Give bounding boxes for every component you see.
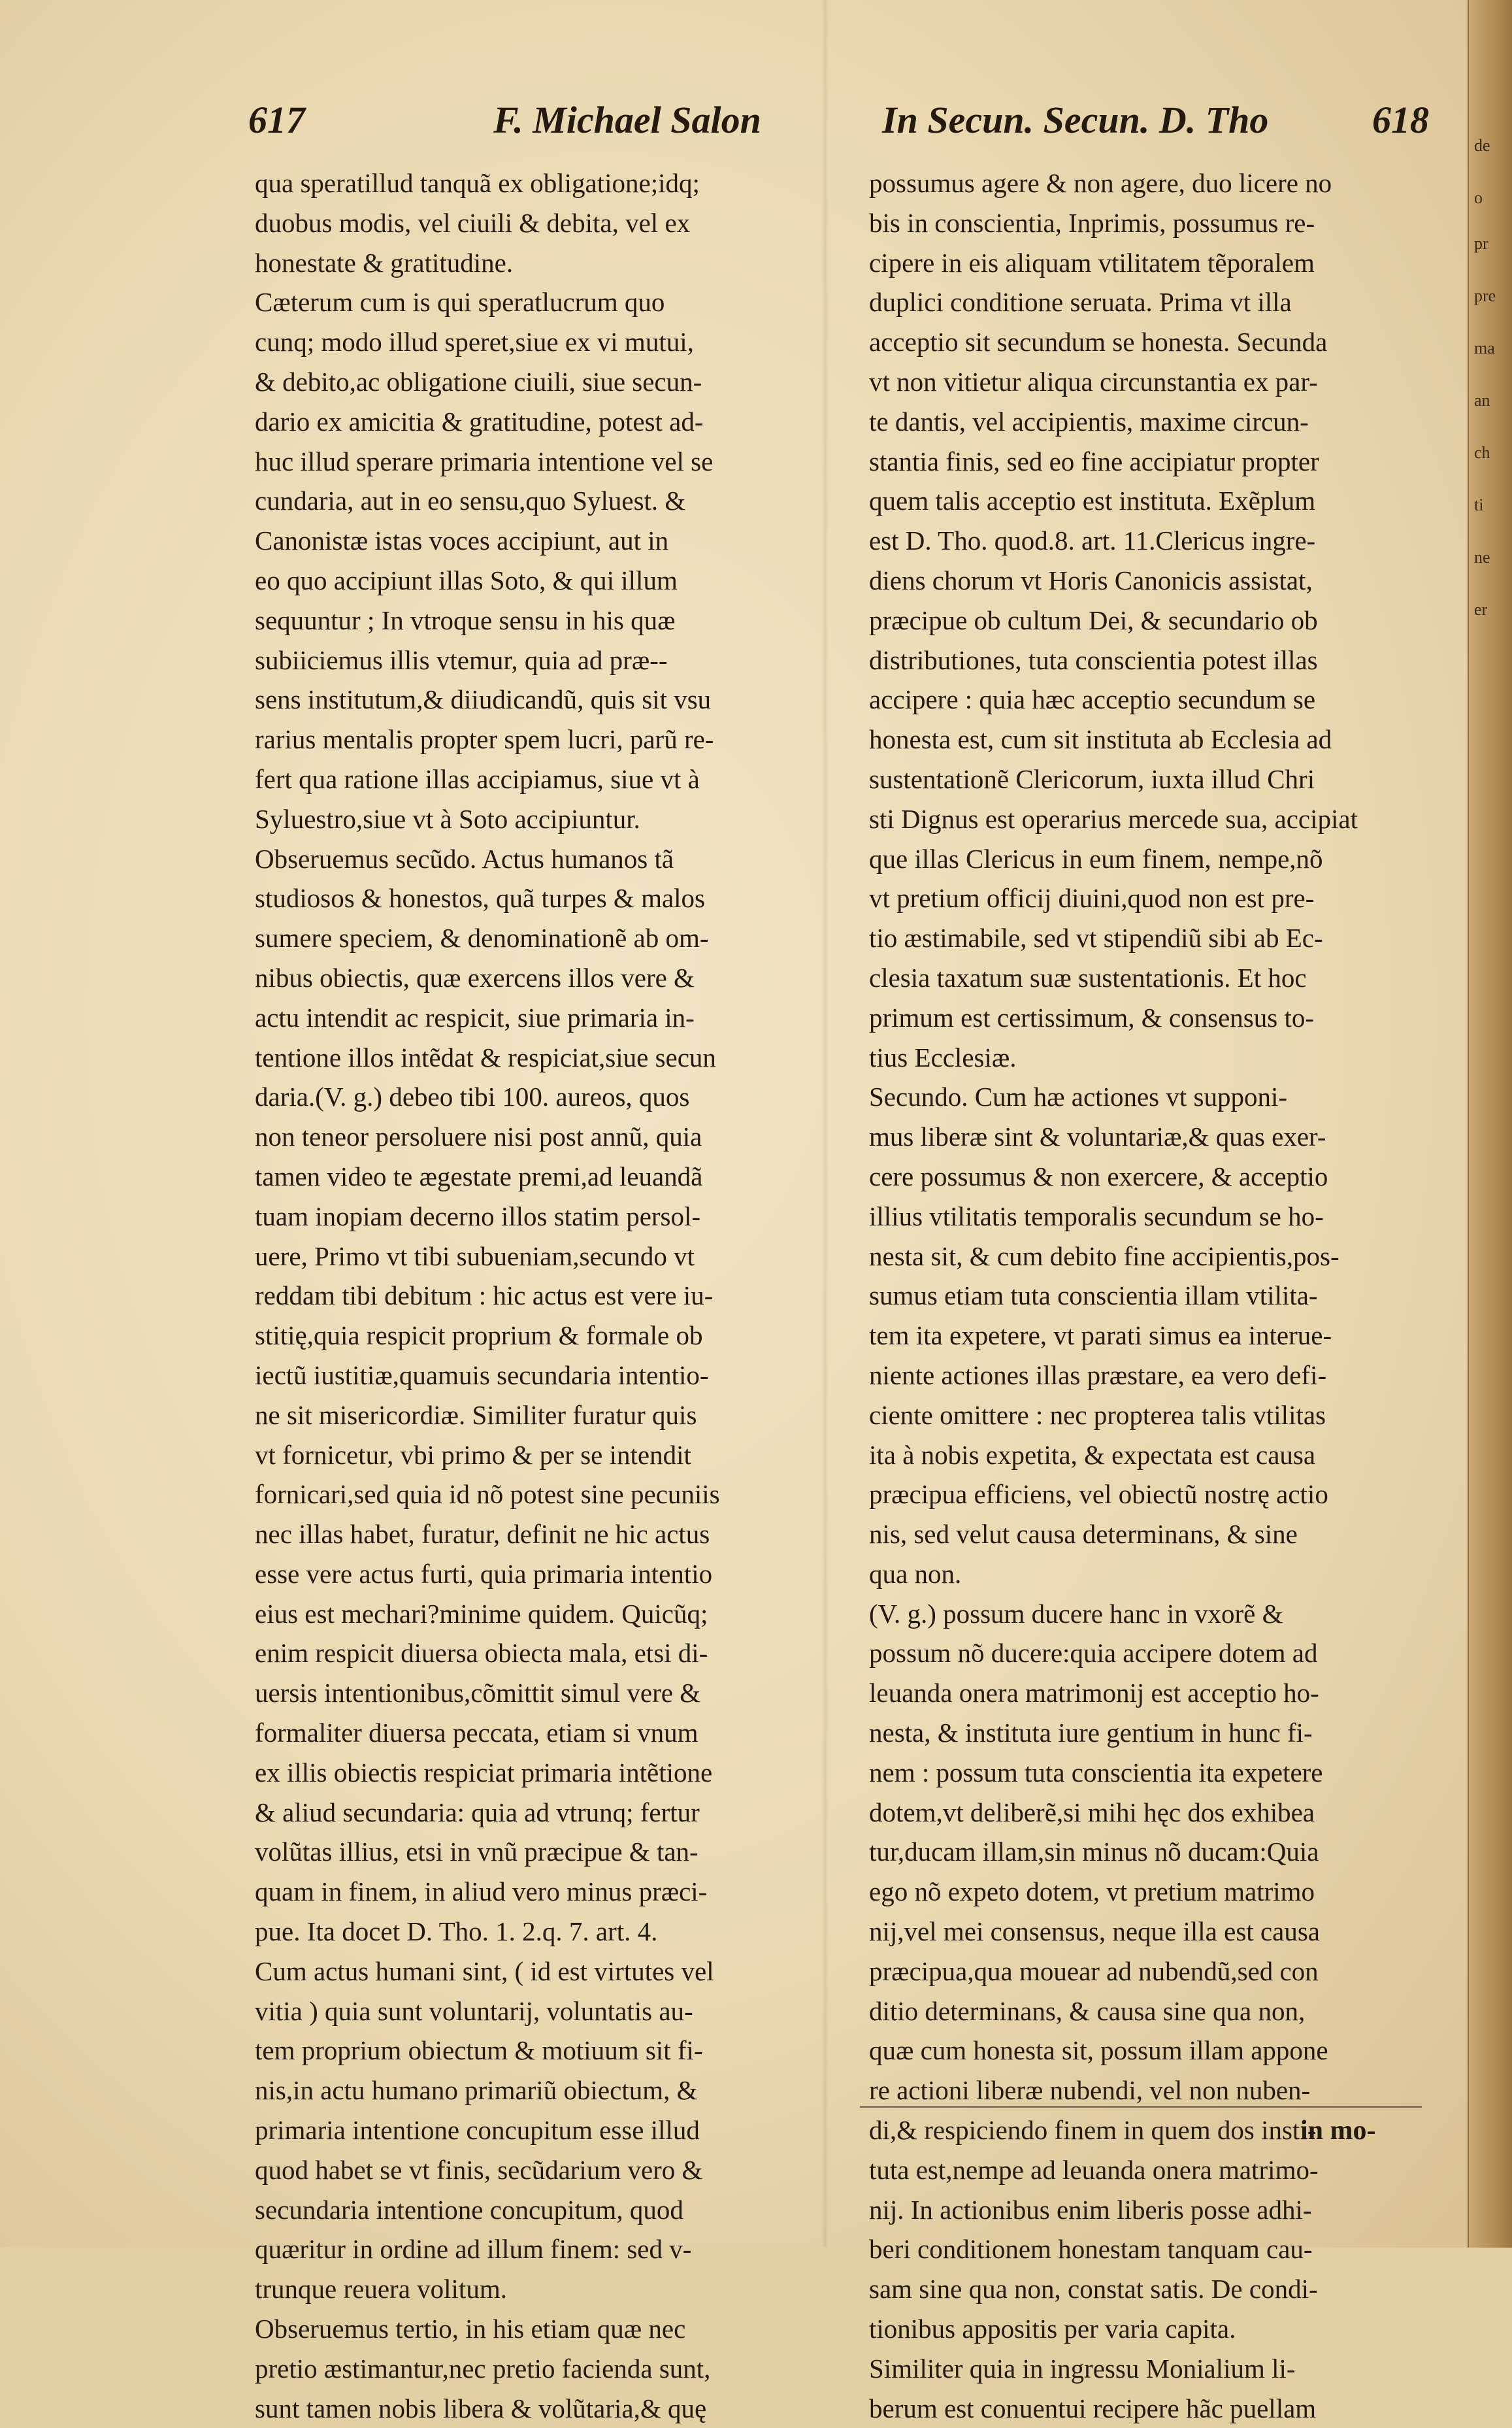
- right-column-line: sustentationẽ Clericorum, iuxta illud Chri: [869, 763, 1315, 794]
- right-column-line: mus liberæ sint & voluntariæ,& quas exer-: [869, 1122, 1326, 1152]
- left-column-line: quæritur in ordine ad illum finem: sed v-: [255, 2234, 692, 2265]
- right-column-line: que illas Clericus in eum finem, nempe,nõ: [869, 843, 1323, 874]
- left-column-line: qua speratillud tanquã ex obligatione;idq;: [255, 168, 700, 198]
- catchword: in mo-: [1300, 2116, 1376, 2146]
- right-column-line: ciente omittere : nec propterea talis vtilitas: [869, 1399, 1326, 1430]
- right-column-line: Similiter quia in ingressu Monialium li-: [869, 2353, 1296, 2384]
- running-head-right: In Secun. Secun. D. Tho: [882, 99, 1269, 141]
- right-column-line: distributiones, tuta conscientia potest illas: [869, 644, 1318, 675]
- left-column-line: studiosos & honestos, quã turpes & malos: [255, 883, 706, 914]
- right-column-line: nem : possum tuta conscientia ita expetere: [869, 1757, 1323, 1788]
- right-column-line: nesta sit, & cum debito fine accipientis,pos-: [869, 1240, 1339, 1271]
- left-column-line: & aliud secundaria: quia ad vtrunq; fertur: [255, 1797, 700, 1827]
- adjacent-page-fragment: pre: [1474, 286, 1496, 305]
- right-column-line: nij. In actionibus enim liberis posse adhi-: [869, 2194, 1312, 2225]
- right-column-line: præcipue ob cultum Dei, & secundario ob: [869, 605, 1318, 635]
- left-column-line: esse vere actus furti, quia primaria intentio: [255, 1558, 713, 1589]
- right-column-line: tem ita expetere, vt parati simus ea interue-: [869, 1320, 1332, 1351]
- right-column-line: primum est certissimum, & consensus to-: [869, 1002, 1314, 1033]
- left-column-line: primaria intentione concupitum esse illud: [255, 2115, 700, 2146]
- left-column-line: quod habet se vt finis, secũdarium vero &: [255, 2154, 703, 2185]
- left-column-line: honestate & gratitudine.: [255, 247, 514, 278]
- left-column-line: trunque reuera volitum.: [255, 2274, 507, 2304]
- left-column-line: tuam inopiam decerno illos statim persol-: [255, 1201, 701, 1231]
- left-column-line: sequuntur ; In vtroque sensu in his quæ: [255, 605, 676, 635]
- left-column-line: nis,in actu humano primariũ obiectum, &: [255, 2075, 698, 2106]
- right-column-line: beri conditionem honestam tanquam cau-: [869, 2234, 1313, 2265]
- right-column-line: di,& respiciendo finem in quem dos insti-: [869, 2115, 1317, 2146]
- right-column-line: berum est conuentui recipere hãc puellam: [869, 2393, 1317, 2423]
- left-column-line: Canonistæ istas voces accipiunt, aut in: [255, 525, 669, 556]
- left-column-line: Cæterum cum is qui speratlucrum quo: [255, 287, 665, 318]
- left-column-line: subiiciemus illis vtemur, quia ad præ--: [255, 644, 668, 675]
- left-column-line: pretio æstimantur,nec pretio facienda sunt,: [255, 2353, 711, 2384]
- right-column-line: quæ cum honesta sit, possum illam appone: [869, 2035, 1328, 2066]
- right-column-line: acceptio sit secundum se honesta. Secunda: [869, 327, 1328, 358]
- right-column-line: re actioni liberæ nubendi, vel non nuben-: [869, 2075, 1311, 2106]
- page-number-right: 618: [1372, 99, 1429, 141]
- left-column-line: volũtas illius, etsi in vnũ præcipue & tan-: [255, 1837, 698, 1867]
- adjacent-page-fragment: ch: [1474, 443, 1490, 462]
- right-column-line: possum nõ ducere:quia accipere dotem ad: [869, 1638, 1318, 1669]
- adjacent-page-fragment: er: [1474, 600, 1488, 619]
- right-column-line: cere possumus & non exercere, & acceptio: [869, 1161, 1328, 1191]
- left-column-line: sens institutum,& diiudicandũ, quis sit vsu: [255, 684, 712, 715]
- left-column-line: uersis intentionibus,cõmittit simul vere &: [255, 1678, 701, 1708]
- adjacent-page-fragment: o: [1474, 188, 1483, 207]
- left-column-line: reddam tibi debitum : hic actus est vere iu-: [255, 1280, 714, 1311]
- left-column-line: vitia ) quia sunt voluntarij, voluntatis au-: [255, 1995, 693, 2026]
- left-column-line: sunt tamen nobis libera & volũtaria,& quę: [255, 2393, 707, 2423]
- right-column-line: (V. g.) possum ducere hanc in vxorẽ &: [869, 1598, 1283, 1629]
- left-column-line: iectũ iustitiæ,quamuis secundaria intentio-: [255, 1359, 709, 1390]
- left-column-line: ex illis obiectis respiciat primaria intẽtione: [255, 1757, 713, 1788]
- right-column-line: sumus etiam tuta conscientia illam vtilita-: [869, 1280, 1318, 1311]
- right-column-line: vt pretium officij diuini,quod non est pre-: [869, 883, 1315, 914]
- left-column-line: stitię,quia respicit proprium & formale ob: [255, 1320, 703, 1351]
- left-column-line: tamen video te ægestate premi,ad leuandã: [255, 1161, 703, 1191]
- left-column-line: actu intendit ac respicit, siue primaria in-: [255, 1002, 695, 1033]
- left-column-line: rarius mentalis propter spem lucri, parũ re-: [255, 724, 714, 755]
- page-number-left: 617: [248, 99, 305, 141]
- right-column-line: nij,vel mei consensus, neque illa est causa: [869, 1916, 1320, 1947]
- right-column-line: nesta, & instituta iure gentium in hunc fi-: [869, 1718, 1313, 1748]
- right-column-line: leuanda onera matrimonij est acceptio ho-: [869, 1678, 1319, 1708]
- bottom-rule: [860, 2106, 1422, 2108]
- right-column-line: tionibus appositis per varia capita.: [869, 2314, 1236, 2344]
- right-column-line: cipere in eis aliquam vtilitatem tẽporalem: [869, 247, 1315, 278]
- left-column-line: nibus obiectis, quæ exercens illos vere &: [255, 962, 695, 993]
- right-column-line: qua non.: [869, 1558, 962, 1589]
- right-column-line: ego nõ expeto dotem, vt pretium matrimo: [869, 1876, 1315, 1907]
- left-column-line: enim respicit diuersa obiecta mala, etsi di-: [255, 1638, 708, 1669]
- left-column-line: sumere speciem, & denominationẽ ab om-: [255, 923, 709, 954]
- right-column-line: ita à nobis expetita, & expectata est causa: [869, 1439, 1316, 1470]
- adjacent-page-fragment: ne: [1474, 548, 1490, 567]
- right-column-line: ditio determinans, & causa sine qua non,: [869, 1995, 1306, 2026]
- running-head-left: F. Michael Salon: [493, 99, 761, 141]
- left-column-line: tentione illos intẽdat & respiciat,siue secun: [255, 1042, 716, 1073]
- running-header: [248, 98, 1431, 150]
- left-column-line: dario ex amicitia & gratitudine, potest ad-: [255, 406, 704, 437]
- right-column-line: tius Ecclesiæ.: [869, 1042, 1017, 1073]
- left-column-line: vt fornicetur, vbi primo & per se intendit: [255, 1439, 691, 1470]
- right-column-line: sti Dignus est operarius mercede sua, accipiat: [869, 803, 1358, 834]
- right-column-line: possumus agere & non agere, duo licere no: [869, 168, 1332, 198]
- left-column-line: eo quo accipiunt illas Soto, & qui illum: [255, 565, 678, 595]
- adjacent-page-fragment: an: [1474, 391, 1490, 410]
- left-column-line: Obseruemus secũdo. Actus humanos tã: [255, 843, 674, 874]
- left-column-line: tem proprium obiectum & motiuum sit fi-: [255, 2035, 703, 2066]
- right-column-line: accipere : quia hæc acceptio secundum se: [869, 684, 1316, 715]
- left-column-line: fornicari,sed quia id nõ potest sine pecuniis: [255, 1479, 720, 1510]
- right-column-line: diens chorum vt Horis Canonicis assistat,: [869, 565, 1313, 595]
- adjacent-page-fragment: de: [1474, 136, 1490, 155]
- right-column-line: bis in conscientia, Inprimis, possumus re-: [869, 207, 1315, 238]
- right-column-line: honesta est, cum sit instituta ab Ecclesia ad: [869, 724, 1332, 755]
- right-column-line: te dantis, vel accipientis, maxime circun-: [869, 406, 1309, 437]
- right-column-line: tio æstimabile, sed vt stipendiũ sibi ab Ec-: [869, 923, 1323, 954]
- adjacent-page-fragment: ma: [1474, 339, 1495, 358]
- right-column-line: tuta est,nempe ad leuanda onera matrimo-: [869, 2154, 1319, 2185]
- left-column-line: Cum actus humani sint, ( id est virtutes vel: [255, 1955, 714, 1986]
- left-column-line: huc illud sperare primaria intentione vel se: [255, 446, 714, 476]
- right-column-line: præcipua efficiens, vel obiectũ nostrę actio: [869, 1479, 1328, 1510]
- right-text-column: [869, 163, 1424, 2428]
- left-column-line: cunq; modo illud speret,siue ex vi mutui,: [255, 327, 694, 358]
- adjacent-page-fragment: pr: [1474, 234, 1488, 253]
- left-column-line: daria.(V. g.) debeo tibi 100. aureos, quos: [255, 1082, 690, 1112]
- adjacent-page-fragment: ti: [1474, 495, 1484, 514]
- right-column-line: est D. Tho. quod.8. art. 11.Clericus ingre-: [869, 525, 1316, 556]
- left-column-line: formaliter diuersa peccata, etiam si vnum: [255, 1718, 698, 1748]
- left-column-line: Syluestro,siue vt à Soto accipiuntur.: [255, 803, 640, 834]
- left-column-line: secundaria intentione concupitum, quod: [255, 2194, 683, 2225]
- left-column-line: ne sit misericordiæ. Similiter furatur quis: [255, 1399, 697, 1430]
- right-column-line: niente actiones illas præstare, ea vero defi-: [869, 1359, 1327, 1390]
- left-column-line: uere, Primo vt tibi subueniam,secundo vt: [255, 1240, 695, 1271]
- left-column-line: non teneor persoluere nisi post annũ, quia: [255, 1122, 702, 1152]
- left-column-line: Obseruemus tertio, in his etiam quæ nec: [255, 2314, 686, 2344]
- right-column-line: illius vtilitatis temporalis secundum se ho-: [869, 1201, 1324, 1231]
- left-column-line: nec illas habet, furatur, definit ne hic actus: [255, 1519, 710, 1550]
- left-column-line: pue. Ita docet D. Tho. 1. 2.q. 7. art. 4.: [255, 1916, 658, 1947]
- left-text-column: [255, 163, 817, 2428]
- left-column-line: & debito,ac obligatione ciuili, siue secun-: [255, 366, 702, 397]
- left-column-line: fert qua ratione illas accipiamus, siue vt à: [255, 763, 700, 794]
- left-column-line: eius est mechari?minime quidem. Quicũq;: [255, 1598, 708, 1629]
- left-column-line: cundaria, aut in eo sensu,quo Syluest. &: [255, 486, 686, 516]
- right-column-line: quem talis acceptio est instituta. Exẽplum: [869, 486, 1316, 516]
- right-column-line: dotem,vt deliberẽ,si mihi hęc dos exhibea: [869, 1797, 1315, 1827]
- page-gutter-shadow: [822, 0, 829, 2248]
- right-column-line: duplici conditione seruata. Prima vt illa: [869, 287, 1292, 318]
- right-column-line: stantia finis, sed eo fine accipiatur propter: [869, 446, 1319, 476]
- right-column-line: tur,ducam illam,sin minus nõ ducam:Quia: [869, 1837, 1319, 1867]
- left-column-line: duobus modis, vel ciuili & debita, vel ex: [255, 207, 691, 238]
- adjacent-page-edge: [1468, 0, 1512, 2248]
- left-column-line: quam in finem, in aliud vero minus præci-: [255, 1876, 708, 1907]
- right-column-line: Secundo. Cum hæ actiones vt supponi-: [869, 1082, 1288, 1112]
- right-column-line: vt non vitietur aliqua circunstantia ex par-: [869, 366, 1318, 397]
- right-column-line: sam sine qua non, constat satis. De condi-: [869, 2274, 1318, 2304]
- right-column-line: clesia taxatum suæ sustentationis. Et hoc: [869, 962, 1307, 993]
- right-column-line: præcipua,qua mouear ad nubendũ,sed con: [869, 1955, 1319, 1986]
- right-column-line: nis, sed velut causa determinans, & sine: [869, 1519, 1298, 1550]
